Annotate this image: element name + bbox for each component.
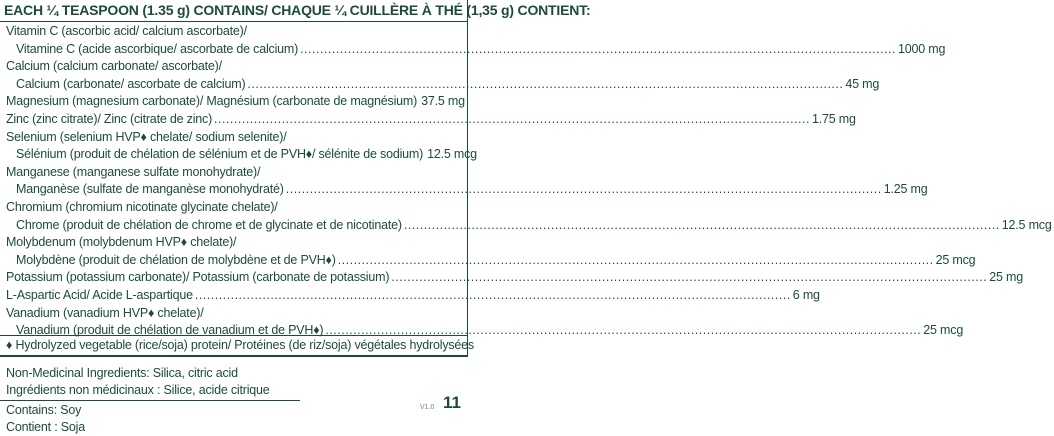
ingredient-amount: 6 mg: [792, 288, 820, 302]
ingredient-amount: [464, 234, 466, 251]
ingredient-amount: 25 mg: [989, 270, 1023, 285]
leader-dots: [214, 111, 810, 128]
ingredient-row: [6, 199, 466, 216]
leader-dots: [289, 129, 462, 146]
facts-header: EACH ¼ TEASPOON (1.35 g) CONTAINS/ CHAQUE ¼ CUILLÈRE À THÉ (1,35 g) CONTIENT:: [4, 2, 591, 18]
ingredient-amount: 1.25 mg: [883, 182, 928, 197]
ingredient-label: Chromium (chromium nicotinate glycinate chelate)/: [6, 200, 278, 214]
ingredient-amount: 12.5 mcg: [1001, 217, 1052, 232]
leader-dots: [247, 76, 843, 93]
section-rule: [0, 400, 300, 401]
ingredient-row: [6, 111, 856, 128]
version-label: V1.0: [420, 404, 435, 411]
leader-dots: [338, 252, 934, 269]
ingredient-label: Magnesium (magnesium carbonate)/ Magnésium (carbonate de magnésium): [6, 94, 418, 109]
ingredient-row: [6, 23, 466, 40]
leader-dots: [280, 199, 462, 216]
ingredient-row: [6, 305, 466, 322]
ingredient-amount: [464, 199, 466, 216]
leader-dots: [249, 23, 462, 40]
ingredient-row: [6, 164, 466, 181]
ingredient-label: Zinc (zinc citrate)/ Zinc (citrate de zinc): [6, 112, 213, 126]
ingredient-row: [6, 269, 1023, 286]
leader-dots: [206, 305, 462, 322]
ingredient-label: Calcium (calcium carbonate/ ascorbate)/: [6, 59, 222, 74]
ingredient-amount: [464, 58, 466, 75]
ingredient-amount: [464, 23, 466, 40]
footnote-rule: [0, 335, 468, 336]
leader-dots: [238, 234, 462, 251]
ingredient-label: Molybdène (produit de chélation de molybdène et de PVH♦): [16, 252, 336, 267]
footnote: [6, 337, 474, 354]
contains-en: Contains: Soy: [6, 403, 82, 417]
ingredient-label: Vanadium (vanadium HVP♦ chelate)/: [6, 305, 204, 320]
ingredient-row: [16, 217, 1052, 234]
lot-number: 11: [443, 393, 461, 412]
header-rule: [0, 21, 468, 22]
leader-dots: [224, 58, 462, 75]
ingredient-row: [16, 181, 928, 198]
ingredient-row: [6, 58, 466, 75]
ingredient-amount: 25 mcg: [935, 252, 976, 267]
ingredient-amount: 45 mg: [845, 76, 880, 91]
ingredient-amount: [464, 129, 466, 146]
ingredient-amount: [464, 305, 466, 322]
ingredient-row: [16, 146, 477, 163]
leader-dots: [404, 217, 1000, 234]
ingredient-label: L-Aspartic Acid/ Acide L-aspartique: [6, 288, 193, 302]
non-medicinal-en: Non-Medicinal Ingredients: Silica, citric acid: [6, 366, 238, 380]
ingredient-label: Sélénium (produit de chélation de sélénium et de PVH♦/ sélénite de sodium): [16, 147, 424, 162]
contains-fr: Contient : Soja: [6, 420, 85, 434]
ingredient-row: [16, 76, 880, 93]
ingredient-amount: 1.75 mg: [811, 112, 856, 126]
ingredient-label: Vanadium (produit de chélation de vanadium et de PVH♦): [16, 323, 324, 338]
ingredient-label: Vitamin C (ascorbic acid/ calcium ascorbate)/: [6, 24, 247, 38]
ingredient-row: [16, 41, 946, 58]
ingredient-label: Selenium (selenium HVP♦ chelate/ sodium selenite)/: [6, 129, 287, 144]
ingredient-label: Molybdenum (molybdenum HVP♦ chelate)/: [6, 235, 237, 250]
ingredient-row: [16, 252, 976, 269]
ingredient-amount: [464, 164, 466, 181]
ingredient-amount: 12.5 mcg: [427, 147, 477, 162]
ingredient-amount: 37.5 mg: [421, 94, 465, 109]
ingredient-label: Calcium (carbonate/ ascorbate de calcium): [16, 76, 246, 91]
ingredient-row: [6, 287, 820, 304]
footnote-text: ♦ Hydrolyzed vegetable (rice/soja) protein/ Protéines (de riz/soja) végétales hydrolysées: [6, 338, 474, 352]
ingredient-label: Manganèse (sulfate de manganèse monohydraté): [16, 182, 284, 197]
non-medicinal-fr: Ingrédients non médicinaux : Silice, acide citrique: [6, 383, 270, 397]
ingredient-amount: 25 mcg: [923, 323, 964, 338]
ingredient-label: Chrome (produit de chélation de chrome et de glycinate et de nicotinate): [16, 217, 402, 232]
leader-dots: [391, 269, 987, 286]
leader-dots: [195, 287, 791, 304]
leader-dots: [300, 41, 896, 58]
leader-dots: [262, 164, 462, 181]
ingredient-row: [6, 129, 466, 146]
ingredient-row: [6, 234, 466, 251]
ingredient-amount: 1000 mg: [898, 41, 946, 56]
ingredient-label: Manganese (manganese sulfate monohydrate)/: [6, 164, 261, 179]
ingredient-label: Potassium (potassium carbonate)/ Potassium (carbonate de potassium): [6, 270, 390, 285]
leader-dots: [286, 181, 882, 198]
ingredient-label: Vitamine C (acide ascorbique/ ascorbate de calcium): [16, 41, 299, 56]
ingredient-row: [6, 93, 466, 110]
